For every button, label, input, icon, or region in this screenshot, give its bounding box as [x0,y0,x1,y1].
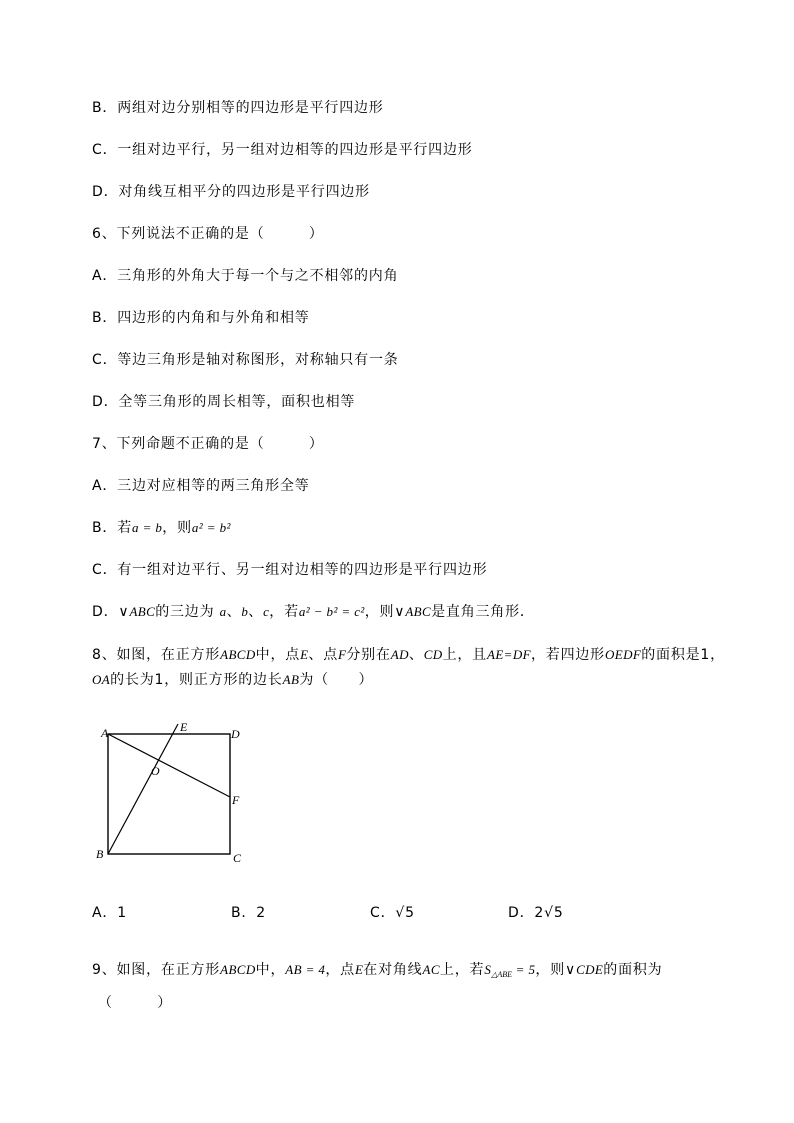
label-c: C [233,851,242,865]
q9-text-6: ，则∨ [535,962,577,978]
q9-text-1: 9、如图，在正方形 [92,962,221,978]
label-o: O [151,764,160,778]
q6-stem: 6、下列说法不正确的是（ ） [92,226,324,242]
q8-math-2: E [300,647,309,662]
q9-text-4: 在对角线 [363,962,423,978]
label-a: A [101,726,109,740]
q7-option-d-math-4: c [263,604,270,619]
q9-math-4: AC [422,962,440,977]
q8-text-5: 、 [408,647,424,663]
q7-option-d-math-1: ABC [129,604,156,619]
q9-math-1: ABCD [220,962,256,977]
q7-option-d-text-1: D．∨ [92,604,130,620]
q8-text-3: 、点 [308,647,339,663]
q9-math-5: S [484,962,492,977]
label-e: E [180,720,188,734]
q8-option-a-value: 1 [117,905,127,921]
q9-stem [92,960,662,980]
q7-option-d-text-2: 的三边为 [155,604,220,620]
q9-area-subscript: △ABE [491,970,513,979]
q7-option-d [92,602,535,622]
q7-option-d-text-5: ，若 [269,604,299,620]
q8-option-c-value: √5 [395,905,415,921]
q8-option-c-label: C． [370,905,396,921]
q7-option-d-text-4: 、 [248,604,264,620]
q8-option-c [370,903,415,923]
q7-option-b-math-2: a² = b² [191,520,231,535]
q7-option-c: C．有一组对边平行、另一组对边相等的四边形是平行四边形 [92,562,488,578]
q8-line2-math-1: OA [92,672,111,687]
q6-option-c: C．等边三角形是轴对称图形，对称轴只有一条 [92,352,399,368]
segment-af [108,734,230,797]
q8-option-a [92,903,127,923]
q8-math-7: OEDF [604,647,642,662]
q6-option-d: D．全等三角形的周长相等，面积也相等 [92,394,356,410]
segment-be [108,724,178,854]
q8-text-8: 的面积是1， [641,647,725,663]
q8-text-7: ，若四边形 [530,647,605,663]
q7-option-b-math-1: a = b [132,520,163,535]
q8-text-6: 上，且 [442,647,487,663]
q7-stem: 7、下列命题不正确的是（ ） [92,436,324,452]
q8-math-4: AD [390,647,409,662]
q7-option-b-text-2: ，则 [162,520,192,536]
q9-math-3: E [354,962,364,977]
q8-option-b [231,903,266,923]
q9-answer-blank: （ ） [98,995,172,1011]
q8-stem-line-2 [92,670,373,690]
q8-math-3: F [338,647,347,662]
q8-option-b-value: 2 [256,905,266,921]
q7-option-d-math-5: a² − b² = c² [298,604,365,619]
q6-option-b: B．四边形的内角和与外角和相等 [92,310,310,326]
q9-text-2: 中， [255,962,286,978]
q9-text-3: ，点 [325,962,355,978]
q8-line2-math-2: AB [282,672,300,687]
q7-option-d-math-3: b [241,604,249,619]
q8-text-2: 中，点 [255,647,301,663]
square-abcd [108,734,230,854]
q8-text-4: 分别在 [346,647,391,663]
q8-line2-text-2: 为（ ） [299,672,374,688]
q9-math-6: = 5 [512,962,536,977]
q7-option-b [92,518,231,538]
q7-option-d-text-6: ，则∨ [364,604,406,620]
q9-text-5: 上，若 [439,962,485,978]
label-b: B [96,847,104,861]
q8-option-b-label: B． [231,905,257,921]
q7-option-d-text-7: 是直角三角形． [431,604,535,620]
q8-option-d-label: D． [508,905,535,921]
q5-option-b: B．两组对边分别相等的四边形是平行四边形 [92,100,384,116]
q8-math-5: CD [423,647,443,662]
q7-option-d-math-6: ABC [405,604,432,619]
q9-math-7: CDE [576,962,604,977]
q7-option-d-math-2: a [219,604,227,619]
q5-option-c: C．一组对边平行，另一组对边相等的四边形是平行四边形 [92,142,473,158]
label-f: F [232,793,240,807]
q7-option-b-text-1: B．若 [92,520,133,536]
q8-line2-text-1: 的长为1，则正方形的边长 [110,672,283,688]
q8-stem-line-1 [92,645,725,665]
q7-option-a: A．三边对应相等的两三角形全等 [92,478,310,494]
square-figure [90,715,250,870]
label-d: D [231,727,240,741]
q8-math-1: ABCD [220,647,256,662]
q8-option-a-label: A． [92,905,118,921]
q8-option-d [508,903,564,923]
q8-text-1: 8、如图，在正方形 [92,647,221,663]
q8-option-d-value: 2√5 [534,905,564,921]
q6-option-a: A．三角形的外角大于每一个与之不相邻的内角 [92,268,399,284]
q9-math-2: AB = 4 [285,962,326,977]
q5-option-d: D．对角线互相平分的四边形是平行四边形 [92,184,370,200]
q9-text-7: 的面积为 [603,962,663,978]
q7-option-d-text-3: 、 [226,604,242,620]
q8-math-6: AE=DF [486,647,531,662]
